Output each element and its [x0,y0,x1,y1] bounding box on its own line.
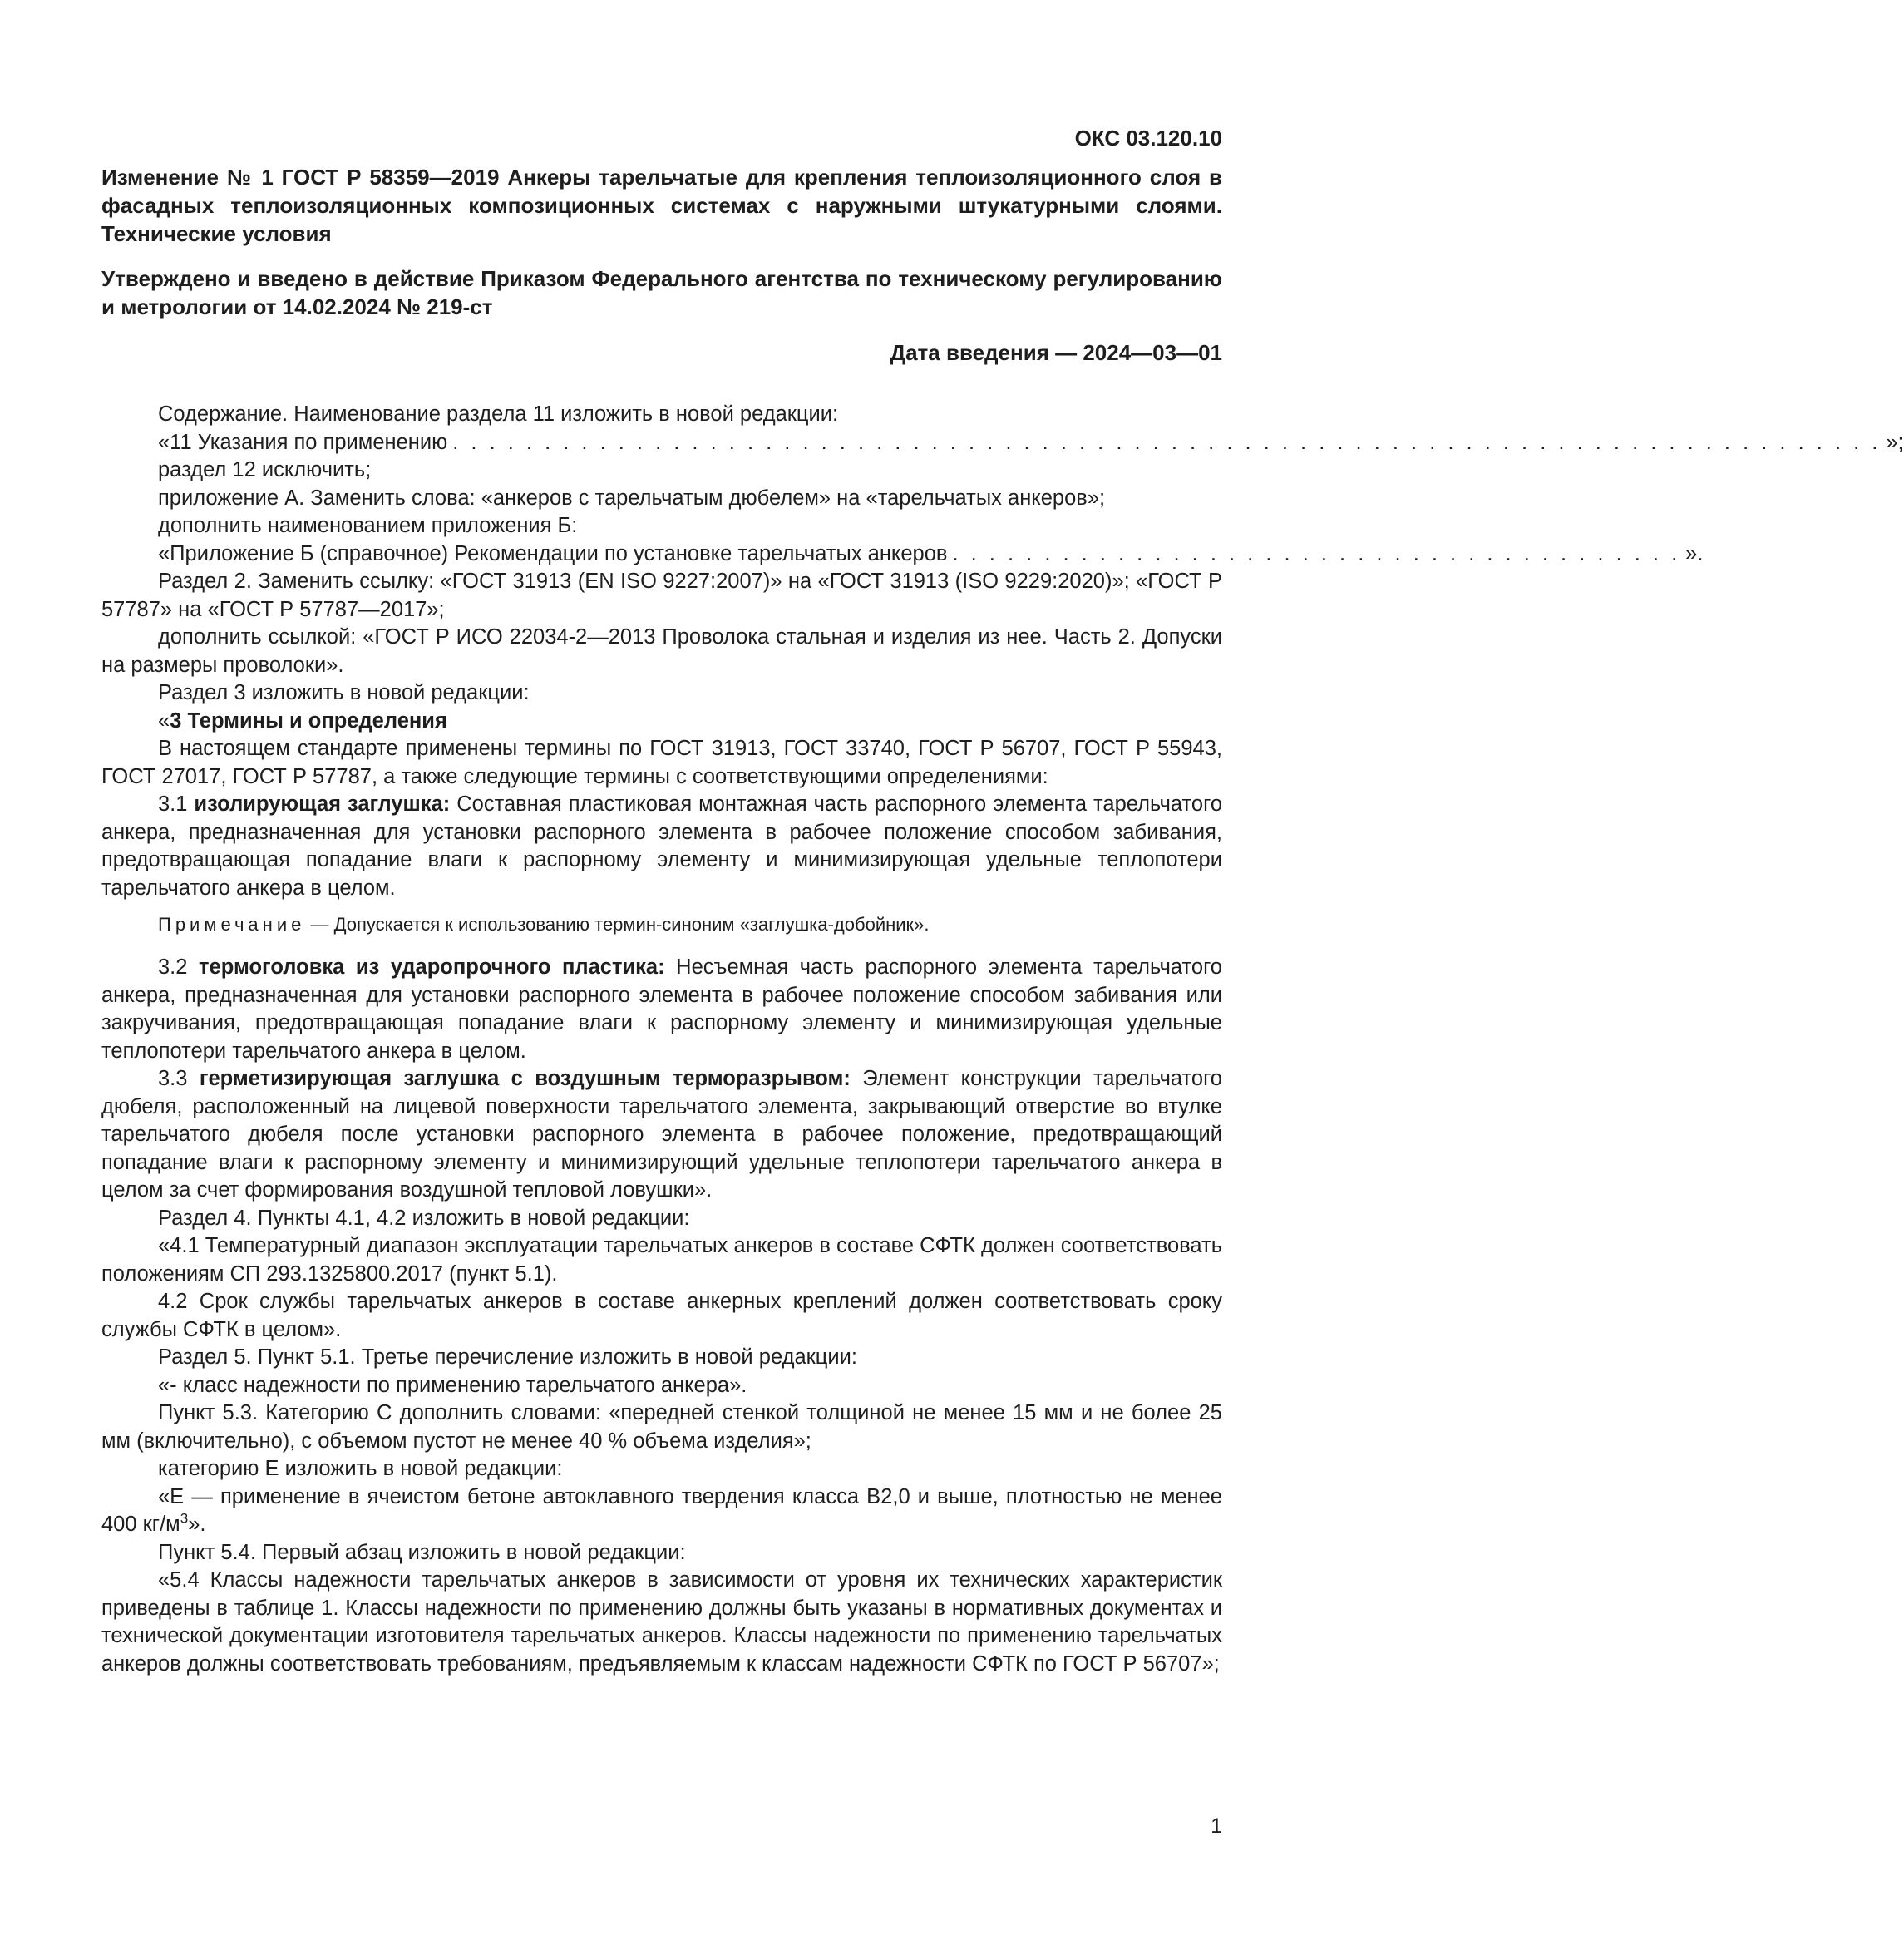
toc-leader-dots: . . . . . . . . . . . . . . . . . . . . . . . . . . . . . . . . . . . . . . . . [952,541,1681,565]
term-name: термоголовка из ударопрочного пластика: [199,955,665,979]
quote-mark: « [158,708,170,733]
term-name: герметизирующая заглушка с воздушным терморазрывом: [199,1067,851,1090]
paragraph: категорию Е изложить в новой редакции: [158,1457,563,1480]
term-name: изолирующая заглушка: [194,792,451,816]
classifier-code: ОКС 03.120.10 [1074,126,1222,151]
amendment-title: Изменение № 1 ГОСТ Р 58359—2019 Анкеры тарельчатые для крепления теплоизоляционного слоя в фасадных теплоизоляционных композиционных системах с наружными штукатурными слоями. Технические условия [101,165,1222,246]
section-heading [101,708,1222,736]
term-definition: Несъемная часть распорного элемента тарельчатого анкера, предназначенная для установки распорного элемента в рабочее положение способом забивания или закручивания, предотвращающая попадание влаги к распорному элементу и минимизирующая удельные теплопотери тарельчатого анкера в целом. [101,955,1222,1063]
toc-line-section-11 [101,429,1904,457]
paragraph [101,1483,1222,1539]
toc-leader-dots: . . . . . . . . . . . . . . . . . . . . . . . . . . . . . . . . . . . . . . . . . . . . . . . . . . . . . . . . . . . . . . . . . . . . . . . . . . . . . . [452,430,1882,454]
paragraph: «- класс надежности по применению тарельчатого анкера». [158,1373,747,1397]
term-number: 3.2 [158,955,200,979]
paragraph: Раздел 3 изложить в новой редакции: [158,681,530,704]
text: «Е — применение в ячеистом бетоне автоклавного твердения класса В2,0 и выше, плотностью не менее 400 кг/м [101,1484,1222,1536]
toc-end: ». [1685,541,1704,565]
paragraph: Пункт 5.4. Первый абзац изложить в новой редакции: [158,1540,686,1564]
term-definition: Элемент конструкции тарельчатого дюбеля, расположенный на лицевой поверхности тарельчатого элемента, закрывающий отверстие во втулке тарельчатого дюбеля после установки распорного элемента в рабочее положение, предотвращающий попадание влаги к распорному элементу и минимизирующий удельные теплопотери тарельчатого анкера в целом за счет формирования воздушной тепловой ловушки». [101,1067,1222,1202]
document-header [101,163,1222,368]
effective-date: Дата введения — 2024—03—01 [890,340,1222,365]
paragraph: приложение А. Заменить слова: «анкеров с тарельчатым дюбелем» на «тарельчатых анкеров»; [158,486,1106,510]
document-body [101,401,1904,1678]
paragraph: «5.4 Классы надежности тарельчатых анкеров в зависимости от уровня их технических характеристик приведены в таблице 1. Классы надежности по применению должны быть указаны в нормативных документах и технической документации изготовителя тарельчатых анкеров. Классы надежности по применению тарельчатых анкеров должны соответствовать требованиям, предъявляемым к классам надежности СФТК по ГОСТ Р 56707»; [101,1568,1222,1676]
paragraph: раздел 12 исключить; [158,458,372,481]
paragraph: В настоящем стандарте применены термины по ГОСТ 31913, ГОСТ 33740, ГОСТ Р 56707, ГОСТ Р 55943, ГОСТ 27017, ГОСТ Р 57787, а также следующие термины с соответствующими определениями: [101,737,1222,788]
term-definition-3-1 [101,791,1222,902]
paragraph: Раздел 2. Заменить ссылку: «ГОСТ 31913 (EN ISO 9227:2007)» на «ГОСТ 31913 (ISO 9229:2020)»; «ГОСТ Р 57787» на «ГОСТ Р 57787—2017»; [101,570,1222,621]
term-number: 3.1 [158,792,195,816]
section-3-title: 3 Термины и определения [170,708,447,733]
superscript: 3 [180,1510,189,1527]
toc-text: «Приложение Б (справочное) Рекомендации по установке тарельчатых анкеров [158,541,948,565]
paragraph: Пункт 5.3. Категорию С дополнить словами: «передней стенкой толщиной не менее 15 мм и не более 25 мм (включительно), с объемом пустот не менее 40 % объема изделия»; [101,1401,1222,1453]
toc-text: «11 Указания по применению [158,430,448,454]
approval-line: Утверждено и введено в действие Приказом Федерального агентства по техническому регулированию и метрологии от 14.02.2024 № 219-ст [101,266,1222,319]
note-label: Примечание [158,914,306,935]
note [101,912,1222,937]
toc-line-appendix-b [101,541,1704,569]
paragraph: Содержание. Наименование раздела 11 изложить в новой редакции: [158,402,839,426]
paragraph: дополнить наименованием приложения Б: [158,514,578,537]
paragraph: Раздел 4. Пункты 4.1, 4.2 изложить в новой редакции: [158,1206,690,1230]
paragraph: 4.2 Срок службы тарельчатых анкеров в составе анкерных креплений должен соответствовать сроку службы СФТК в целом». [101,1290,1222,1341]
paragraph: дополнить ссылкой: «ГОСТ Р ИСО 22034-2—2013 Проволока стальная и изделия из нее. Часть 2. Допуски на размеры проволоки». [101,625,1222,677]
note-text: — Допускается к использованию термин-синоним «заглушка-добойник». [305,914,930,935]
term-definition-3-3 [101,1065,1222,1205]
text: ». [188,1513,206,1536]
toc-end: »; [1886,430,1904,454]
paragraph: Раздел 5. Пункт 5.1. Третье перечисление изложить в новой редакции: [158,1345,857,1369]
page-number: 1 [1211,1814,1222,1838]
term-definition: Составная пластиковая монтажная часть распорного элемента тарельчатого анкера, предназначенная для установки распорного элемента в рабочее положение способом забивания, предотвращающая попадание влаги к распорному элементу и минимизирующая удельные теплопотери тарельчатого анкера в целом. [101,792,1222,900]
term-number: 3.3 [158,1067,200,1090]
term-definition-3-2 [101,954,1222,1065]
paragraph: «4.1 Температурный диапазон эксплуатации тарельчатых анкеров в составе СФТК должен соответствовать положениям СП 293.1325800.2017 (пункт 5.1). [101,1234,1222,1286]
